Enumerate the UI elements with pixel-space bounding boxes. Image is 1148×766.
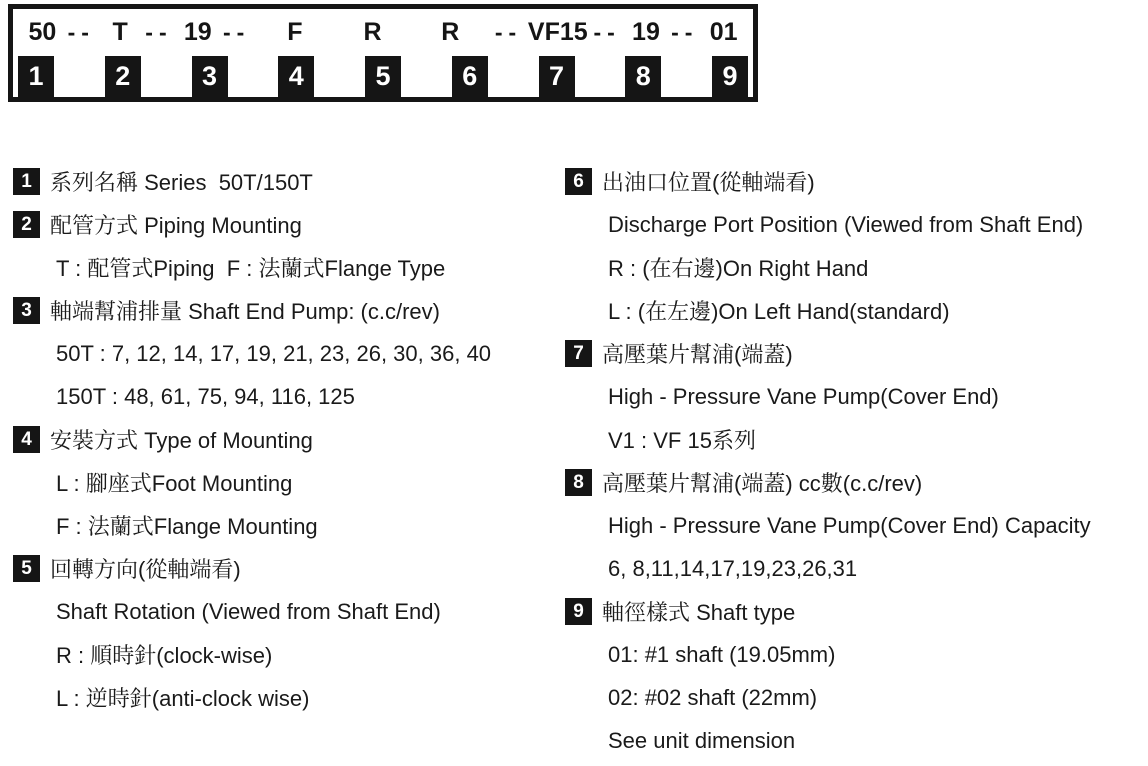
item-title: 軸端幫浦排量 Shaft End Pump: (c.c/rev) — [50, 299, 440, 324]
code-token: R — [363, 18, 382, 46]
item-option: L : (在左邊)On Left Hand(standard) — [608, 299, 950, 324]
explanation-column-left — [13, 160, 558, 719]
item-number-badge: 6 — [565, 168, 592, 195]
item-option: Discharge Port Position (Viewed from Shaft End) — [608, 211, 1084, 237]
item-heading — [565, 590, 1145, 633]
segment-cell: 3 — [192, 56, 228, 97]
code-item-1 — [13, 160, 558, 203]
item-title: 軸徑樣式 Shaft type — [602, 600, 796, 625]
code-item-7 — [565, 332, 1145, 461]
item-heading — [13, 203, 558, 246]
item-title: 回轉方向(從軸端看) — [50, 557, 241, 582]
item-option: 6, 8,11,14,17,19,23,26,31 — [608, 555, 858, 581]
item-title: 安裝方式 Type of Mounting — [50, 428, 313, 453]
item-heading — [13, 289, 558, 332]
item-number-badge: 2 — [13, 211, 40, 238]
code-dash: -- — [494, 19, 523, 45]
code-dash: -- — [222, 19, 251, 45]
code-dash: -- — [145, 19, 173, 45]
item-heading — [13, 547, 558, 590]
item-number-badge: 8 — [565, 469, 592, 496]
code-dash: -- — [671, 19, 699, 45]
segment-gap — [661, 56, 712, 97]
item-heading — [565, 332, 1145, 375]
code-token: 19 — [632, 18, 660, 46]
code-item-5 — [13, 547, 558, 719]
item-option: Shaft Rotation (Viewed from Shaft End) — [56, 598, 441, 624]
segment-cell: 7 — [539, 56, 575, 97]
item-number-badge: 9 — [565, 598, 592, 625]
code-token: 50 — [28, 18, 57, 46]
item-heading — [13, 418, 558, 461]
item-option: High - Pressure Vane Pump(Cover End) — [608, 383, 999, 409]
segment-cell: 1 — [18, 56, 54, 97]
code-item-2 — [13, 203, 558, 289]
segment-cell: 2 — [105, 56, 141, 97]
item-option: 50T : 7, 12, 14, 17, 19, 21, 23, 26, 30, 36, 40 — [56, 340, 492, 366]
item-heading — [565, 461, 1145, 504]
code-item-4 — [13, 418, 558, 547]
code-token: T — [112, 18, 128, 46]
segment-gap — [228, 56, 279, 97]
segment-cell: 8 — [625, 56, 661, 97]
explanation-column-right — [565, 160, 1145, 762]
item-title: 配管方式 Piping Mounting — [50, 213, 302, 238]
code-token: 19 — [183, 18, 212, 46]
segment-gap — [488, 56, 539, 97]
item-number-badge: 5 — [13, 555, 40, 582]
item-number-badge: 7 — [565, 340, 592, 367]
segment-number-strip — [13, 56, 753, 97]
code-dash: -- — [67, 19, 95, 45]
model-code-box — [8, 4, 758, 102]
item-option: L : 腳座式Foot Mounting — [56, 471, 293, 496]
item-heading — [565, 160, 1145, 203]
item-number-badge: 1 — [13, 168, 40, 195]
item-option: V1 : VF 15系列 — [608, 428, 756, 453]
item-title: 高壓葉片幫浦(端蓋) — [602, 342, 793, 367]
item-title: 系列名稱 Series 50T/150T — [50, 170, 313, 195]
segment-gap — [141, 56, 192, 97]
item-option: T : 配管式Piping F : 法蘭式Flange Type — [56, 256, 446, 281]
segment-cell: 4 — [278, 56, 314, 97]
model-code-row — [13, 9, 753, 56]
code-token: F — [287, 18, 303, 46]
item-number-badge: 4 — [13, 426, 40, 453]
code-token: 01 — [709, 18, 738, 46]
item-number-badge: 3 — [13, 297, 40, 324]
code-item-6 — [565, 160, 1145, 332]
code-dash: -- — [593, 19, 621, 45]
code-token: R — [441, 18, 460, 46]
item-option: R : (在右邊)On Right Hand — [608, 256, 869, 281]
item-title: 高壓葉片幫浦(端蓋) cc數(c.c/rev) — [602, 471, 923, 496]
item-option: 150T : 48, 61, 75, 94, 116, 125 — [56, 383, 355, 409]
code-token: VF15 — [527, 18, 588, 46]
segment-gap — [314, 56, 365, 97]
code-item-3 — [13, 289, 558, 418]
segment-cell: 5 — [365, 56, 401, 97]
segment-gap — [575, 56, 626, 97]
item-option: F : 法蘭式Flange Mounting — [56, 514, 318, 539]
segment-cell: 9 — [712, 56, 748, 97]
item-option: High - Pressure Vane Pump(Cover End) Capacity — [608, 512, 1091, 538]
item-option: R : 順時針(clock-wise) — [56, 643, 273, 668]
item-heading — [13, 160, 558, 203]
segment-gap — [401, 56, 452, 97]
item-option: 01: #1 shaft (19.05mm) — [608, 641, 836, 667]
item-option: See unit dimension — [608, 727, 796, 753]
item-title: 出油口位置(從軸端看) — [602, 170, 815, 195]
segment-gap — [54, 56, 105, 97]
item-option: 02: #02 shaft (22mm) — [608, 684, 818, 710]
code-item-9 — [565, 590, 1145, 762]
segment-cell: 6 — [452, 56, 488, 97]
code-item-8 — [565, 461, 1145, 590]
item-option: L : 逆時針(anti-clock wise) — [56, 686, 310, 711]
